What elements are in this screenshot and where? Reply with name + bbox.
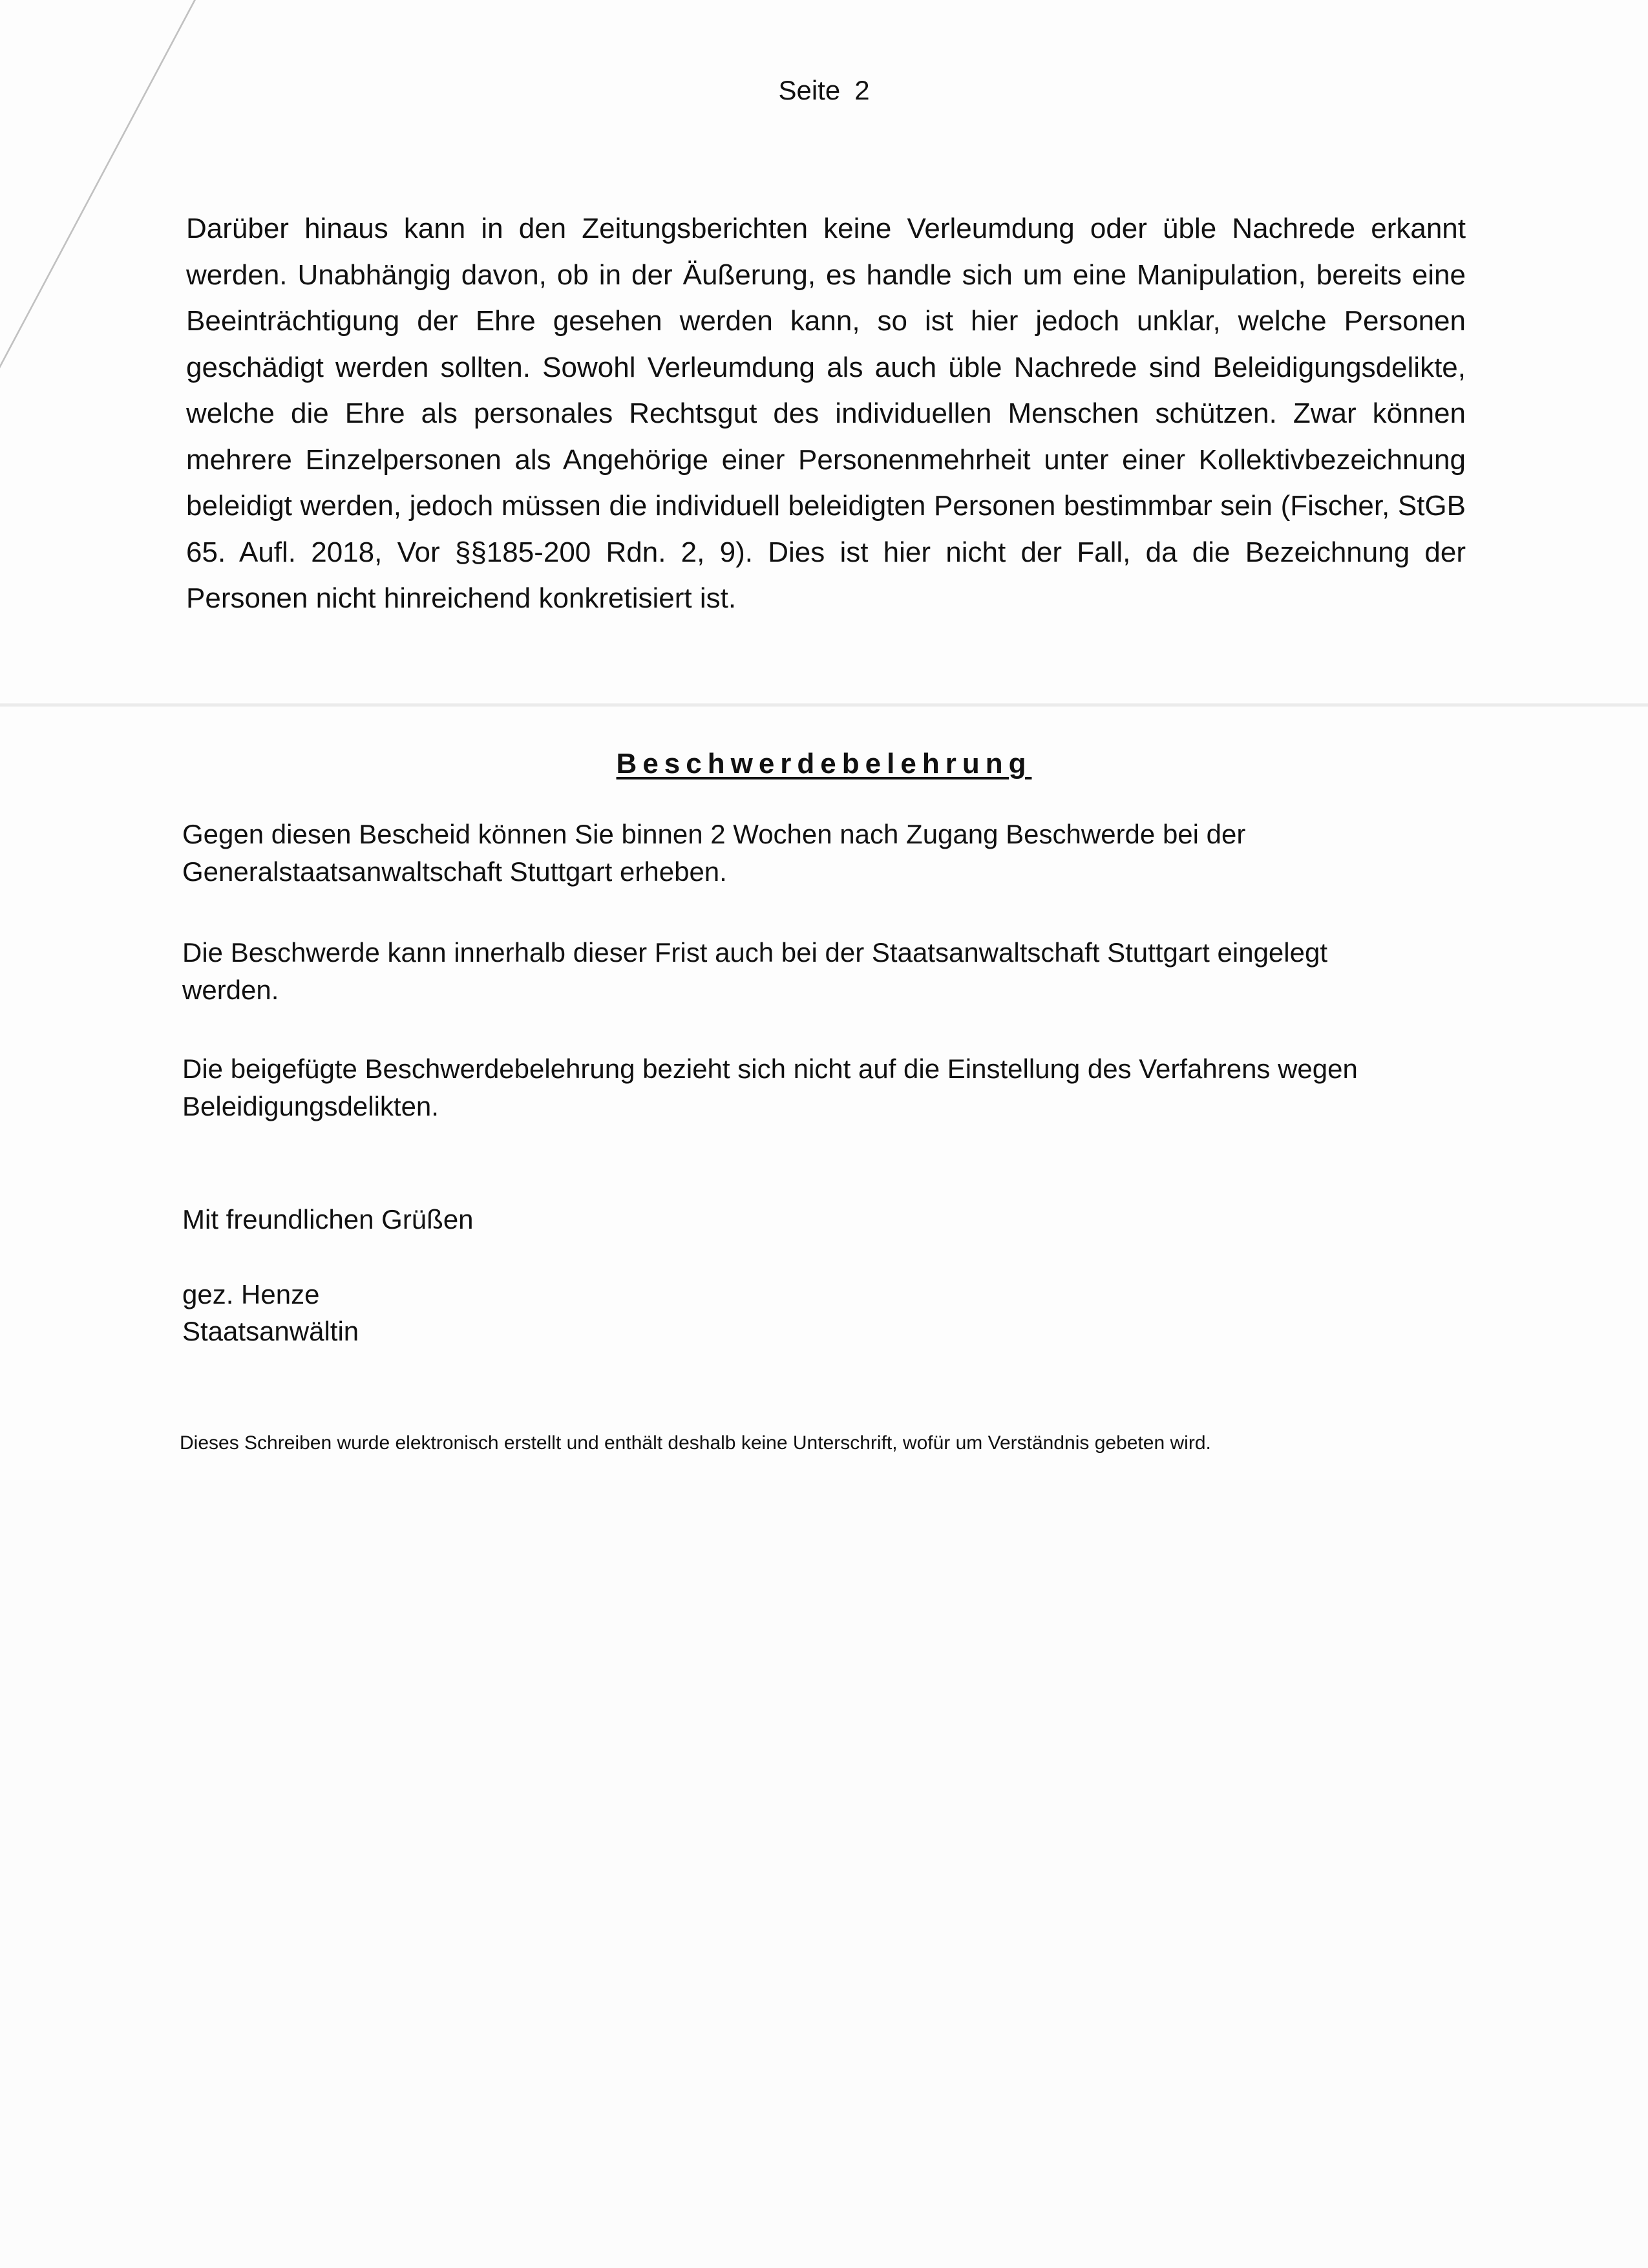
paper-fold-line [0, 703, 1648, 707]
instructions-paragraph-1: Gegen diesen Bescheid können Sie binnen 2 Wochen nach Zugang Beschwerde bei der Generalstaatsanwaltschaft Stuttgart erheben. [182, 819, 1246, 887]
scan-shading [0, 1480, 1648, 2268]
instructions-paragraph-2: Die Beschwerde kann innerhalb dieser Frist auch bei der Staatsanwaltschaft Stuttgart eingelegt werden. [182, 937, 1327, 1005]
instructions-paragraph-3: Die beigefügte Beschwerdebelehrung bezieht sich nicht auf die Einstellung des Verfahrens wegen Beleidigungsdelikten. [182, 1054, 1358, 1121]
page-number-value: 2 [854, 75, 870, 105]
closing-greeting: Mit freundlichen Grüßen [182, 1204, 474, 1235]
reasoning-paragraph: Darüber hinaus kann in den Zeitungsberichten keine Verleumdung oder üble Nachrede erkannt werden. Unabhängig davon, ob in der Äußerung, es handle sich um eine Manipulation, bereits eine Beeinträchtigung der Ehre gesehen werden kann, so ist hier jedoch unklar, welche Personen geschädigt werden sollten. Sowohl Verleumdung als auch üble Nachrede sind Beleidigungsdelikte, welche die Ehre als personales Rechtsgut des individuellen Menschen schützen. Zwar können mehrere Einzelpersonen als Angehörige einer Personenmehrheit unter einer Kollektivbezeichnung beleidigt werden, jedoch müssen die individuell beleidigten Personen bestimmbar sein (Fischer, StGB 65. Aufl. 2018, Vor §§185-200 Rdn. 2, 9). Dies ist hier nicht der Fall, da die Bezeichnung der Personen nicht hinreichend konkretisiert ist. [186, 213, 1466, 614]
instructions-heading-text: Beschwerdebelehrung [616, 748, 1032, 779]
electronic-signature-note: Dieses Schreiben wurde elektronisch erstellt und enthält deshalb keine Unterschrift, wofür um Verständnis gebeten wird. [180, 1432, 1211, 1454]
signature-name: gez. Henze [182, 1279, 320, 1309]
page-label: Seite [778, 75, 841, 105]
page-number [0, 72, 1648, 109]
signature-title: Staatsanwältin [182, 1316, 359, 1346]
instructions-heading [0, 745, 1648, 783]
paper-corner-edge [0, 0, 196, 401]
